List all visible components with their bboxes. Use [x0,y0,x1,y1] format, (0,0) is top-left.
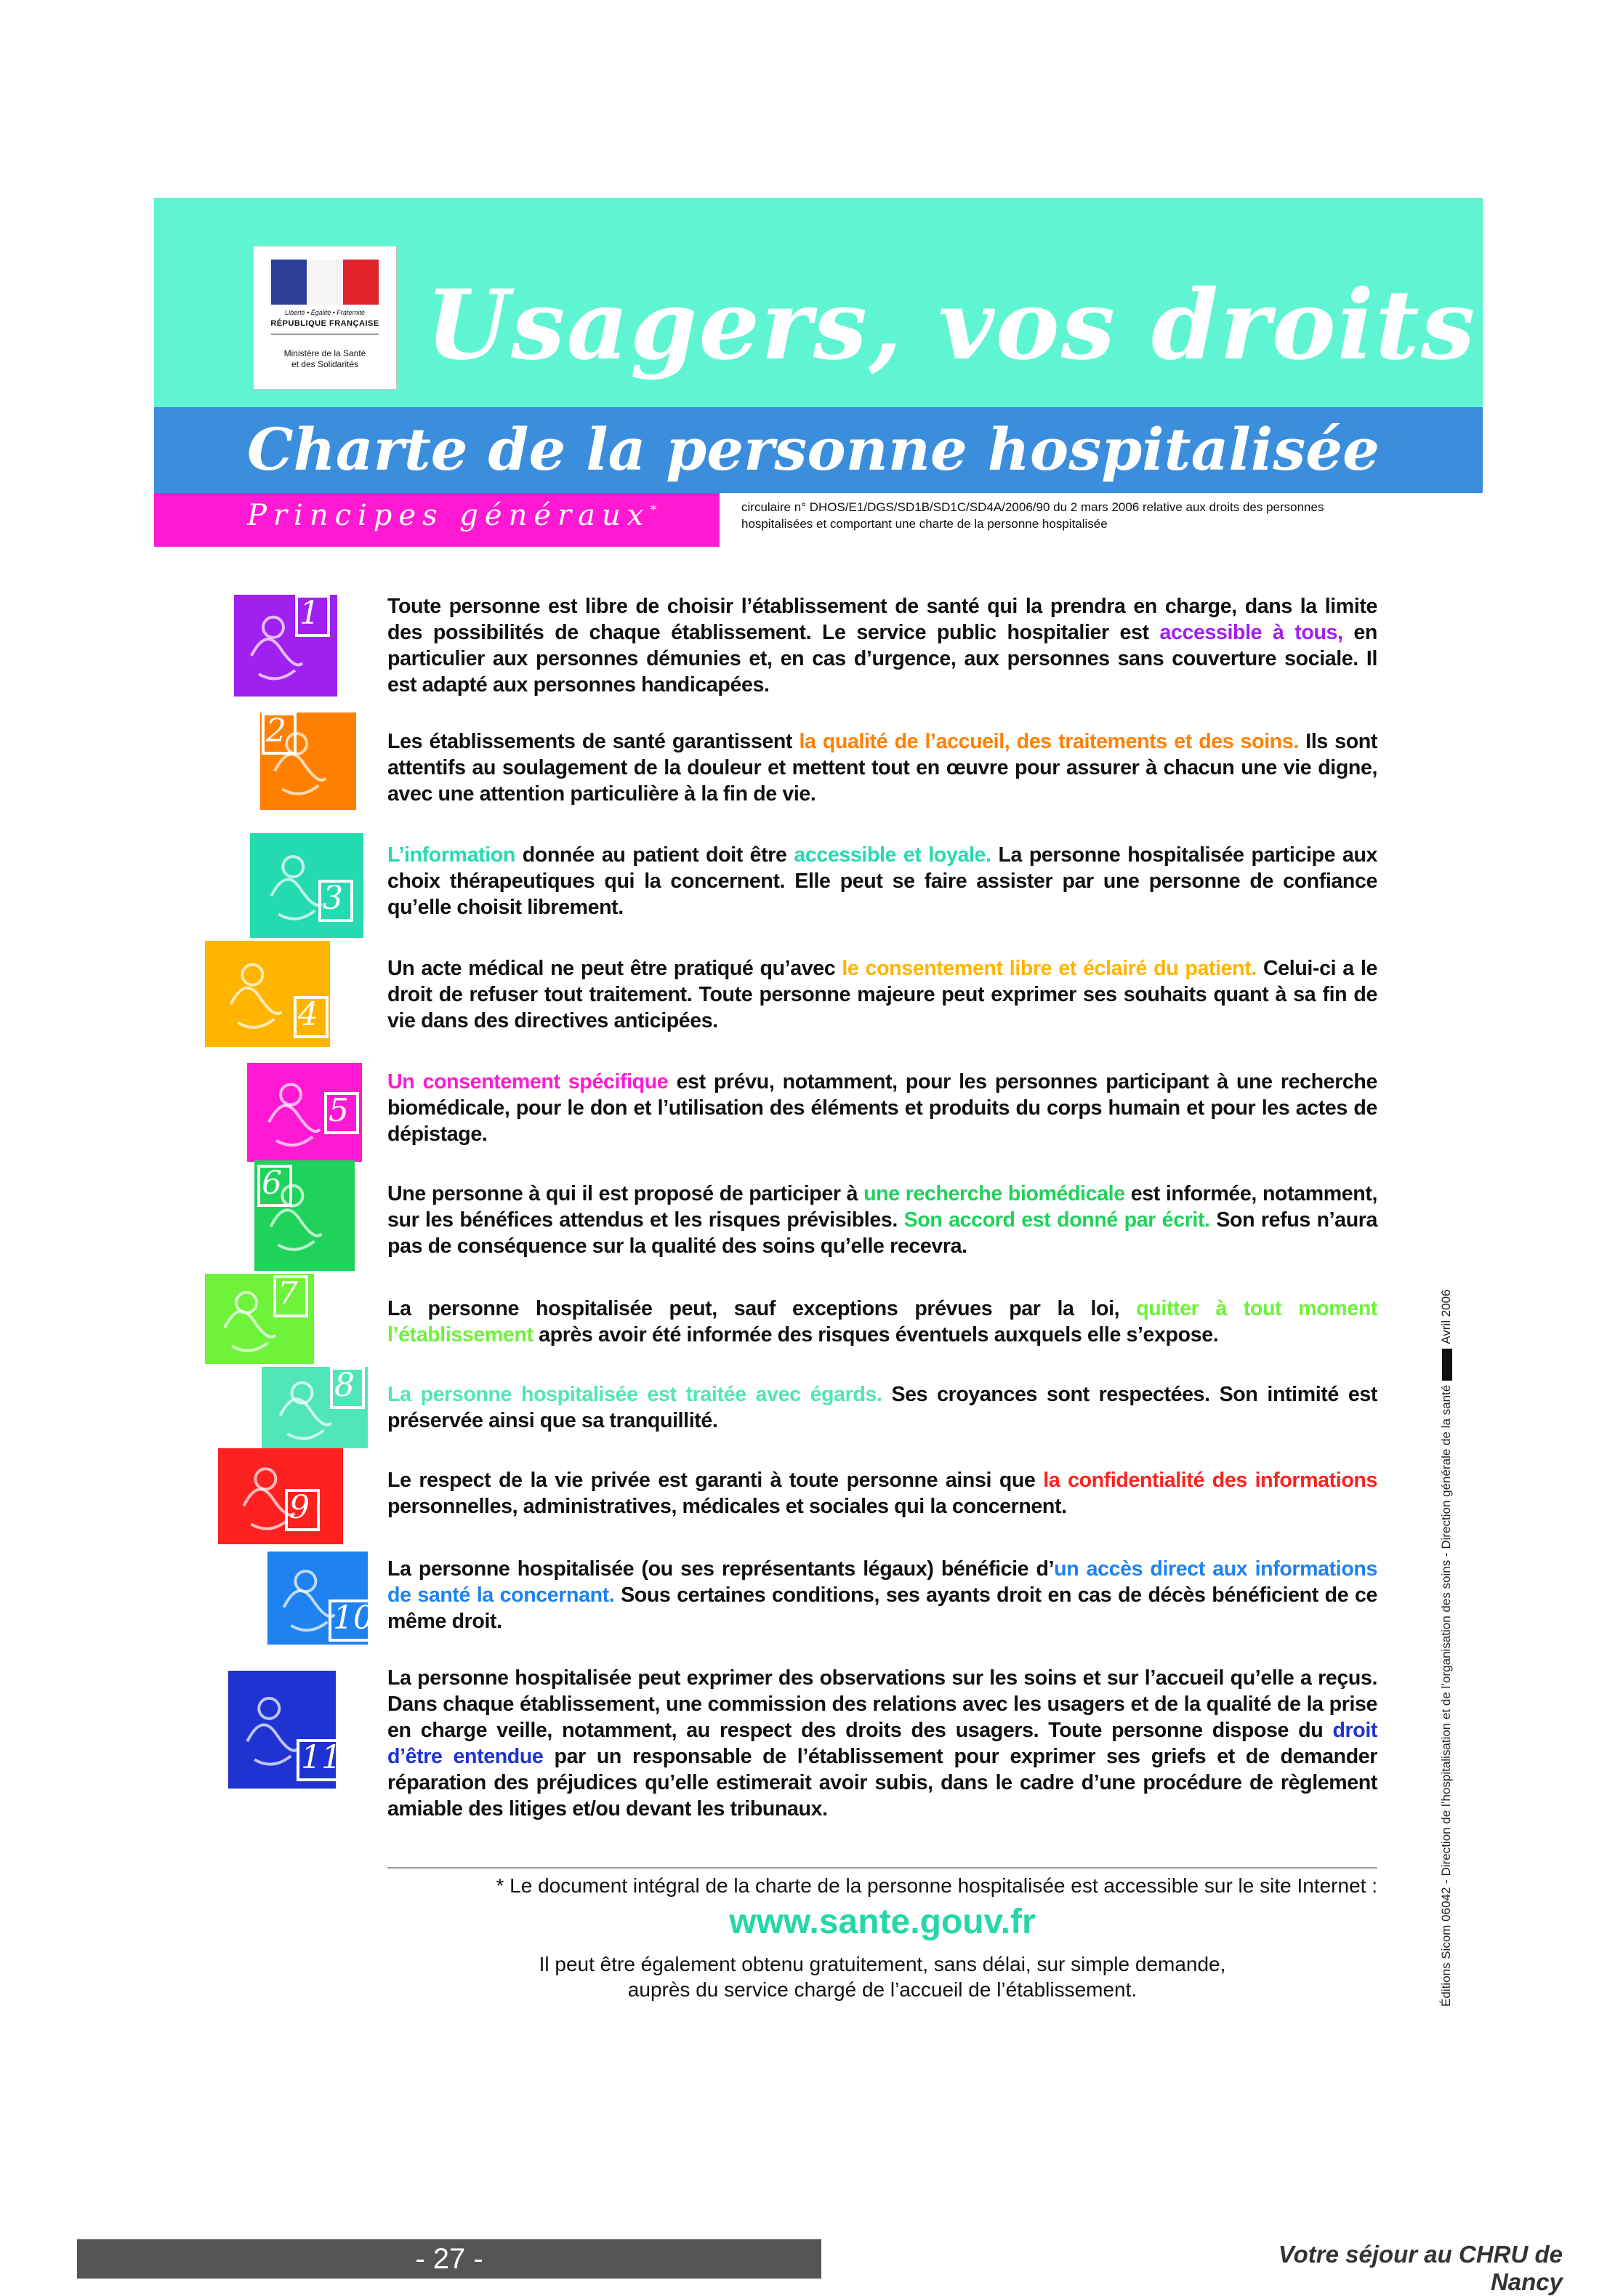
publication-title: Votre séjour au CHRU de Nancy [1278,2241,1563,2295]
text-segment: La personne hospitalisée peut, sauf exceptions prévues par la loi, [387,1297,1137,1320]
edition-date: Avril 2006 [1439,1289,1453,1344]
availability-text [387,1951,1377,2002]
highlighted-phrase: Un consentement spécifique [387,1070,669,1093]
text-segment: Celui-ci a le droit de refuser tout traitement. Toute personne majeure peut exprimer ses souhaits quant à sa fin de vie dans des directives anticipées. [387,957,1377,1032]
text-segment: Ses croyances sont respectées. Son intimité est préservée ainsi que sa tranquillité. [387,1383,1377,1432]
lock-doodle [218,1448,343,1544]
logo-republic: RÉPUBLIQUE FRANÇAISE [270,319,379,328]
highlighted-phrase: une recherche biomédicale [863,1182,1125,1205]
section-title [247,499,656,532]
text-segment: en particulier aux personnes démunies et, en cas d’urgence, aux personnes sans couverture sociale. Il est adapté aux personnes handicapées. [387,621,1377,697]
section-label: Principes généraux [247,499,651,532]
text-segment: La personne hospitalisée peut exprimer des observations sur les soins et sur l’accueil qu’elle a reçus. Dans chaque établissement, une commission des relations avec les usagers et de la qualité de la prise en charge veille, notamment, au respect des droits des usagers. Toute personne dispose du [387,1666,1377,1742]
text-segment: personnelles, administratives, médicales et sociales qui la concernent. [387,1495,1067,1518]
page-number: - 27 - [415,2243,483,2275]
article-number: 5 [329,1092,349,1129]
exit-sign-icon [205,1274,314,1364]
article-text [387,1665,1377,1822]
text-segment: La personne hospitalisée (ou ses représentants légaux) bénéficie d’ [387,1557,1055,1581]
barcode-icon [1442,1349,1452,1381]
republic-logo [253,246,397,390]
text-segment: Ils sont attentifs au soulagement de la douleur et mettent tout en œuvre pour assurer à chacun une vie digne, avec une attention particulière à la fin de vie. [387,730,1377,806]
highlighted-phrase: La personne hospitalisée est traitée avec égards. [387,1383,882,1406]
article-number: 7 [278,1275,298,1312]
faces-icon [228,1671,342,1789]
edition-credits-text: Éditions Sicom 06042 - Direction de l’hospitalisation et de l’organisation des soins - Direction générale de la santé [1439,1384,1453,2007]
article-text [387,1296,1377,1348]
footnote-divider [387,1867,1377,1868]
availability-line-1: Il peut être également obtenu gratuitement, sans délai, sur simple demande, [539,1953,1226,1975]
article-number: 2 [266,713,286,750]
text-segment: Toute personne est libre de choisir l’établissement de santé qui la prendra en charge, dans la limite des possibilités de chaque établissement. Le service public hospitalier est [387,595,1377,644]
highlighted-phrase: le consentement libre et éclairé du patient. [842,957,1257,980]
text-segment: après avoir été informée des risques éventuels auxquels elle s’expose. [533,1323,1219,1346]
lock-icon [218,1448,343,1544]
hand-icon [260,713,356,810]
article-number: 11 [301,1739,342,1776]
hands-icon [205,941,330,1047]
text-segment: Son refus n’aura pas de conséquence sur la qualité des soins qu’elle recevra. [387,1208,1377,1258]
article-number: 3 [323,880,343,917]
page-title: Usagers, vos droits [426,269,1477,382]
document-icon [267,1552,374,1645]
article-number: 4 [298,996,318,1033]
section-footnote-mark: * [650,502,657,518]
text-segment: Une personne à qui il est proposé de participer à [387,1182,864,1205]
highlighted-phrase: accessible et loyale. [794,843,991,867]
text-segment: donnée au patient doit être [515,843,794,867]
microscope-icon [254,1160,355,1271]
text-segment: est prévu, notamment, pour les personnes participant à une recherche biomédicale, pour le don et l’utilisation des éléments et produits du corps humain et pour les actes de dépistage. [387,1070,1377,1146]
logo-motto: Liberté • Égalité • Fraternité [285,309,365,316]
highlighted-phrase: accessible à tous, [1159,621,1343,644]
article-text [387,1381,1377,1434]
circular-reference: circulaire n° DHOS/E1/DGS/SD1B/SD1C/SD4A/2006/90 du 2 mars 2006 relative aux droits des personnes hospitalisées et comportant une charte de la personne hospitalisée [741,500,1324,531]
article-text [387,1069,1377,1147]
article-text [387,1181,1377,1259]
logo-ministry: Ministère de la Santé et des Solidarités [283,348,366,369]
article-text [387,1467,1377,1520]
marianne-flag-icon [271,260,379,305]
highlighted-phrase: quitter à tout moment l’établissement [387,1297,1378,1346]
highlighted-phrase: Son accord est donné par écrit. [903,1208,1210,1232]
text-segment: Sous certaines conditions, ses ayants droit en cas de décès bénéficient de ce même droit. [387,1583,1377,1633]
wheelchair-icon [234,595,337,697]
people-icon [250,833,363,938]
text-segment: Le respect de la vie privée est garanti à toute personne ainsi que [387,1469,1044,1492]
article-number: 6 [262,1165,282,1202]
article-number: 9 [289,1489,310,1526]
text-segment: La personne hospitalisée participe aux choix thérapeutiques qui la concernent. Elle peut se faire assister par une personne de confiance qu’elle choisit librement. [387,843,1378,919]
footnote-text: * Le document intégral de la charte de la personne hospitalisée est accessible sur le site Internet : [496,1874,1377,1897]
highlighted-phrase: la qualité de l’accueil, des traitements et des soins. [799,730,1299,753]
article-text [387,593,1377,698]
article-text [387,842,1377,920]
text-segment: Les établissements de santé garantissent [387,730,800,753]
article-text [387,728,1377,807]
article-number: 1 [299,595,320,632]
text-segment: par un responsable de l’établissement pour exprimer ses griefs et de demander réparation des préjudices qu’elle estimerait avoir subis, dans le cadre d’une procédure de règlement amiable des litiges et/ou devant les tribunaux. [387,1745,1378,1821]
highlighted-phrase: droit d’être entendue [387,1719,1377,1768]
edition-credits [1439,1289,1454,2007]
page-subtitle: Charte de la personne hospitalisée [247,415,1380,483]
article-number: 10 [333,1599,374,1637]
handshake-icon [247,1063,362,1162]
article-number: 8 [334,1367,355,1404]
article-text [387,1556,1377,1634]
highlighted-phrase: la confidentialité des informations [1043,1469,1377,1492]
availability-line-2: auprès du service chargé de l’accueil de l’établissement. [627,1978,1137,2001]
face-icon [262,1367,368,1448]
text-segment: est informée, notamment, sur les bénéfices attendus et les risques prévisibles. [387,1182,1377,1232]
website-link[interactable]: www.sante.gouv.fr [729,1903,1036,1941]
article-text [387,955,1377,1034]
text-segment: Un acte médical ne peut être pratiqué qu’avec [387,957,842,980]
highlighted-phrase: un accès direct aux informations de santé la concernant. [387,1557,1377,1607]
highlighted-phrase: L’information [387,843,515,867]
